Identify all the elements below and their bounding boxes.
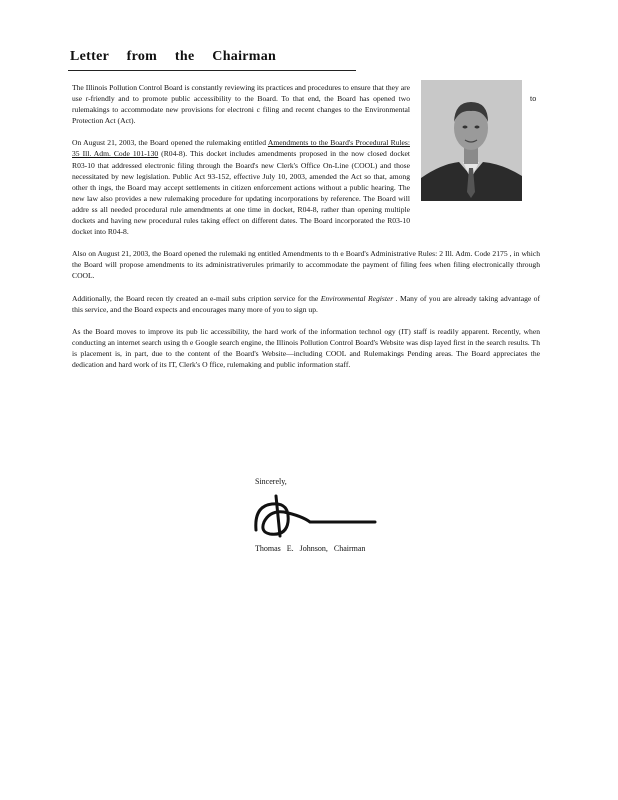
environmental-register-title: Environmental Register — [320, 293, 394, 303]
paragraph-r04-8 — [72, 137, 410, 237]
paragraph-r04-8-rest: (R04-8). This docket includes amendments proposed in the now closed docket R03-10 that addressed electronic filing through the Board's new Clerk's Office On-Line (COOL) and those necessitated by new legislation. Public Act 93-152, effective July 10, 2003, amended the Act so that, among other th ings, the Board may accept settlements in citizen enforcement actions without a public hearing. The new law also provides a new rulemaking procedure for updating incorporations by reference. The Board will addre ss all needed procedural rule amendments at one time in docket, R04-8, rather than opening multiple dockets and having new procedural rules taking effect on different dates. The Board incorporated the R03-10 docket into R04-8. — [72, 149, 410, 237]
signer-name: Thomas E. Johnson, Chairman — [255, 544, 366, 553]
page-title: Letter from the Chairman — [70, 49, 277, 64]
signature-mark — [250, 492, 380, 547]
title-underline — [68, 70, 356, 71]
signoff: Sincerely, — [255, 477, 287, 486]
paragraph-email-service — [72, 293, 540, 315]
paragraph-email-lead: Additionally, the Board recen tly created an e-mail subs cription service for the — [72, 293, 321, 303]
paragraph-administrative-rules: Also on August 21, 2003, the Board opened the rulemaki ng entitled Amendments to th e Board's Administrative Rules: 2 Ill. Adm. Code 2175 , in which the Board will propose amendments to its administrativerules primarily to accommodate the payment of filing fees when filing electronically through COOL. — [72, 249, 540, 281]
paragraph-email-rest: . Many of you are already taking advantage of this service, and the Board expects and encourages many more of you to sign up. — [72, 293, 541, 314]
paragraph-it-staff: As the Board moves to improve its pub lic accessibility, the hard work of the information technol ogy (IT) staff is readily apparent. Recently, when conducting an internet search using th e Google search engine, the Illinois Pollution Control Board's Website was disp layed first in the search results. Th is placement is, in part, due to the content of the Board's Website—including COOL and Rulemakings Pending areas. The Board appreciates the dedication and hard work of its IT, Clerk's O ffice, rulemaking and public information staff. — [72, 326, 540, 369]
rulemaking-title: Amendments to the Board's Procedural Rules: 35 Ill. Adm. Code 101-130 — [72, 138, 410, 159]
stray-word: to — [530, 94, 537, 103]
paragraph-intro: The Illinois Pollution Control Board is constantly reviewing its practices and procedures to ensure that they are use r-friendly and to promote public accessibility to the Board. To that end, the Board has opened two rulemakings to accommodate new provisions for electroni c filing and recent changes to the Environmental Protection Act (Act). — [72, 83, 410, 126]
letter-body — [72, 82, 540, 381]
paragraph-r04-8-lead: On August 21, 2003, the Board opened the rulemaking entitled — [72, 138, 268, 148]
